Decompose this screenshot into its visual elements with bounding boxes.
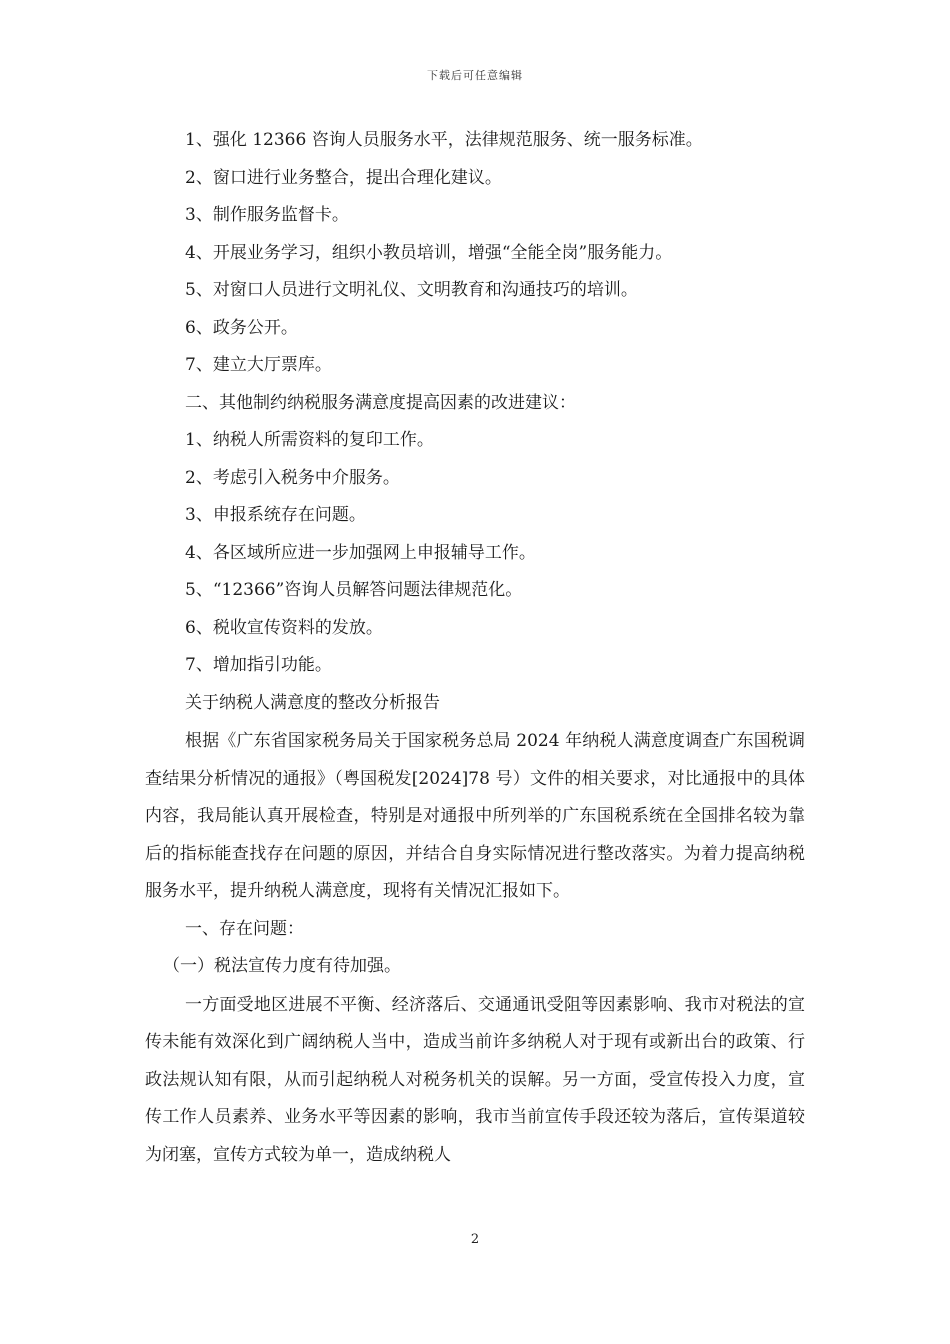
list-item: 4、开展业务学习，组织小教员培训，增强“全能全岗”服务能力。 — [185, 242, 673, 263]
report-title: 关于纳税人满意度的整改分析报告 — [185, 692, 440, 713]
intro-paragraph: 根据《广东省国家税务局关于国家税务总局 2024 年纳税人满意度调查广东国税调查结果分析情况的通报》（粤国税发[2024]78 号）文件的相关要求，对比通报中的具体内容，我局能认真开展检查，特别是对通报中所列举的广东国税系统在全国排名较为靠后的指标能查找存在问题的原因，并结合自身实际情况进行整改落实。为着力提高纳税服务水平，提升纳税人满意度，现将有关情况汇报如下。 — [145, 731, 805, 901]
list-item: 2、窗口进行业务整合，提出合理化建议。 — [185, 167, 502, 188]
list-item: 4、各区域所应进一步加强网上申报辅导工作。 — [185, 542, 536, 563]
list-item: 6、税收宣传资料的发放。 — [185, 617, 383, 638]
problems-heading: 一、存在问题： — [185, 918, 304, 939]
list-item: 5、对窗口人员进行文明礼仪、文明教育和沟通技巧的培训。 — [185, 280, 638, 300]
list-item: 7、建立大厅票库。 — [185, 355, 332, 375]
list-item: 1、纳税人所需资料的复印工作。 — [185, 430, 434, 450]
list-item: 3、制作服务监督卡。 — [185, 205, 349, 225]
list-item: 3、申报系统存在问题。 — [185, 505, 366, 525]
body-paragraph: 一方面受地区进展不平衡、经济落后、交通通讯受阻等因素影响、我市对税法的宣传未能有效深化到广阔纳税人当中，造成当前许多纳税人对于现有或新出台的政策、行政法规认知有限，从而引起纳税人对税务机关的误解。另一方面，受宣传投入力度，宣传工作人员素养、业务水平等因素的影响，我市当前宣传手段还较为落后，宣传渠道较为闭塞，宣传方式较为单一，造成纳税人 — [145, 994, 805, 1165]
list-item: 2、考虑引入税务中介服务。 — [185, 467, 400, 488]
page-header: 下载后可任意编辑 — [427, 69, 523, 82]
document-body — [145, 122, 805, 1174]
list-item: 7、增加指引功能。 — [185, 655, 332, 675]
list-item: 5、“12366”咨询人员解答问题法律规范化。 — [185, 580, 523, 600]
list-item: 6、政务公开。 — [185, 317, 298, 338]
section-heading: 二、其他制约纳税服务满意度提高因素的改进建议： — [185, 392, 576, 413]
page-number: 2 — [470, 1232, 480, 1247]
sub-heading: （一）税法宣传力度有待加强。 — [163, 956, 401, 976]
list-item: 1、强化 12366 咨询人员服务水平，法律规范服务、统一服务标准。 — [185, 130, 703, 150]
